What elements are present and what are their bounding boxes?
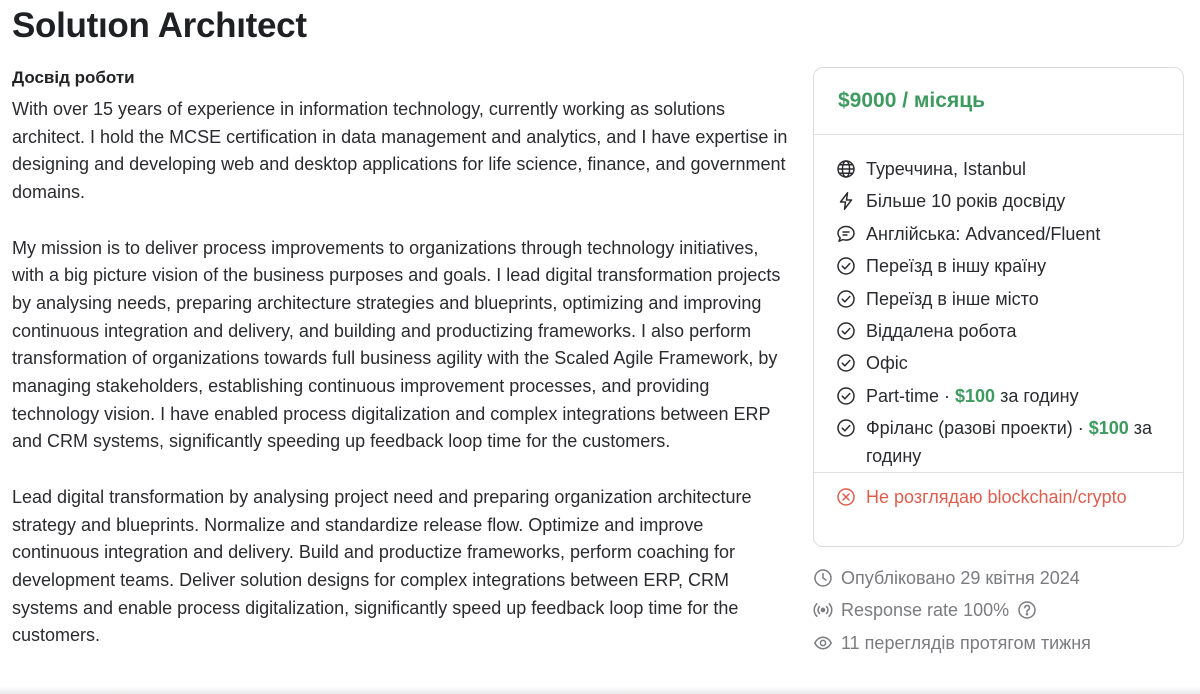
experience-paragraph: Lead digital transformation by analysing project need and preparing organization architecture strategy and blueprints. Normalize and standardize release flow. Optimize and improve continuous integration and delivery. Build and productize frameworks, perform coaching for development teams. Deliver solution designs for complex integrations between ERP, CRM systems and enable process digitalization, significantly speed up feedback loop time for the customers. (12, 486, 752, 646)
experience-years-item (814, 187, 1183, 215)
question-circle-icon[interactable] (1017, 600, 1037, 620)
experience-heading: Досвід роботи (12, 68, 135, 87)
parttime-item (814, 382, 1183, 410)
chat-bubble-icon (836, 224, 856, 244)
experience-years-label: Більше 10 років досвіду (866, 191, 1066, 212)
blockchain-warning (814, 473, 1183, 521)
weekly-views (813, 627, 1193, 659)
published-label: Опубліковано 29 квітня 2024 (841, 568, 1080, 588)
response-rate-label: Response rate 100% (841, 600, 1010, 621)
x-circle-icon (836, 487, 856, 507)
relocate-country-item (814, 252, 1183, 280)
office-label: Офіс (866, 353, 908, 374)
check-circle-icon (836, 386, 856, 406)
freelance-unit: за годину (866, 418, 1153, 467)
freelance-text (866, 414, 1166, 470)
relocate-city-item (814, 285, 1183, 313)
parttime-text (866, 382, 1079, 410)
check-circle-icon (836, 321, 856, 341)
experience-paragraph: My mission is to deliver process improvements to organizations through technology initiatives, with a big picture vision of the business purposes and goals. I lead digital transformation projects by analysing needs, preparing architecture strategies and blueprints, optimizing and improving continuous integration and delivery, and building and productizing frameworks. I also perform transformation of organizations towards full business agility with the Scaled Agile Framework, by managing stakeholders, establishing continuous improvement processes, and providing technology vision. I have enabled process digitalization and complex integrations between ERP and CRM systems, significantly speeding up feedback loop time for the customers. (12, 237, 781, 452)
parttime-unit: за годину (995, 385, 1079, 406)
salary: $9000 / місяць (814, 68, 1183, 135)
clock-icon (813, 568, 833, 588)
office-item (814, 349, 1183, 377)
globe-icon (836, 159, 856, 179)
candidate-summary-card (813, 67, 1184, 547)
page-title: Solutıon Archıtect (12, 6, 307, 45)
freelance-rate: $100 (1088, 418, 1129, 439)
relocate-city-label: Переїзд в інше місто (866, 288, 1039, 309)
experience-section (12, 64, 794, 678)
bottom-edge-shadow (0, 686, 1200, 694)
english-level-label: Англійська: Advanced/Fluent (866, 223, 1101, 244)
experience-paragraph: With over 15 years of experience in information technology, currently working as solutions architect. I hold the MCSE certification in data management and analytics, and I have expertise in designing and developing web and desktop applications for life science, finance, and government domains. (12, 99, 788, 203)
check-circle-icon (836, 256, 856, 276)
english-level-item (814, 220, 1183, 248)
parttime-rate: $100 (955, 385, 996, 406)
profile-stats (813, 562, 1193, 659)
location-item (814, 155, 1183, 183)
check-circle-icon (836, 289, 856, 309)
broadcast-icon (813, 600, 833, 620)
parttime-label: Part-time · (866, 385, 956, 406)
candidate-details-list (814, 135, 1183, 473)
freelance-label: Фріланс (разові проекти) · (866, 418, 1089, 439)
lightning-icon (836, 191, 856, 211)
freelance-item (814, 414, 1183, 470)
remote-work-label: Віддалена робота (866, 320, 1017, 341)
check-circle-icon (836, 353, 856, 373)
remote-work-item (814, 317, 1183, 345)
relocate-country-label: Переїзд в іншу країну (866, 256, 1047, 277)
response-rate (813, 594, 1193, 626)
check-circle-icon (836, 418, 856, 438)
eye-icon (813, 633, 833, 653)
warning-label: Не розглядаю blockchain/crypto (866, 486, 1127, 507)
views-label: 11 переглядів протягом тижня (841, 632, 1091, 653)
location-label: Туреччина, Istanbul (866, 159, 1027, 179)
published-date (813, 562, 1193, 594)
